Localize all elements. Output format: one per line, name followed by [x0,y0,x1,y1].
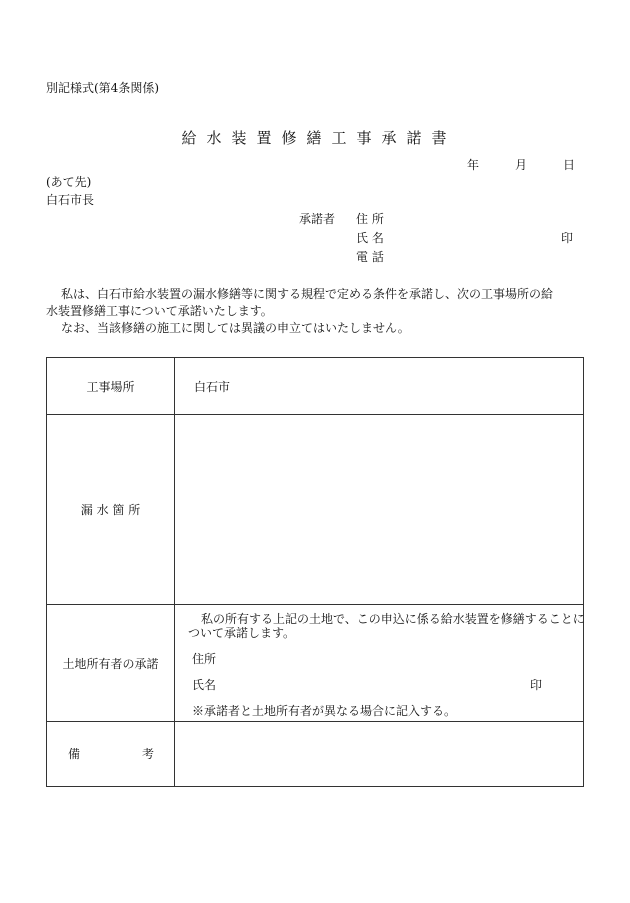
applicant-role: 承諾者 [299,212,336,226]
body-line-3: なお、当該修繕の施工に関しては異議の申立てはいたしません。 [61,321,410,335]
leak-location-label: 漏 水 箇 所 [47,415,175,605]
owner-address-label: 住所 [192,652,217,666]
document-title: 給水装置修繕工事承諾書 [181,129,457,147]
owner-consent-cell [175,605,584,722]
applicant-phone-label: 電 話 [356,250,384,264]
owner-seal: 印 [530,678,543,692]
applicant-address-label: 住 所 [356,212,384,226]
owner-consent-label: 土地所有者の承諾 [47,605,175,722]
form-table [46,357,584,787]
body-line-2: 水装置修繕工事について承諾いたします。 [46,304,273,318]
body-line-1: 私は、白石市給水装置の漏水修繕等に関する規程で定める条件を承諾し、次の工事場所の給 [61,287,554,301]
applicant-seal: 印 [561,231,574,245]
table-row-site [47,358,584,415]
table-row-owner [47,605,584,722]
date-day-label: 日 [563,158,576,172]
leak-location-field[interactable] [175,415,584,605]
remarks-label-1: 備 [68,747,81,761]
date-year-label: 年 [467,158,480,172]
table-row-remarks [47,722,584,787]
applicant-name-label: 氏 名 [356,231,384,245]
site-value: 白石市 [175,358,584,415]
owner-note: ※承諾者と土地所有者が異なる場合に記入する。 [192,704,457,718]
form-reference: 別記様式(第4条関係) [46,81,159,95]
owner-text-line-2: ついて承諾します。 [188,626,296,640]
remarks-label-2: 考 [142,747,155,761]
owner-name-label: 氏名 [192,678,217,692]
owner-text-line-1: 私の所有する上記の土地で、この申込に係る給水装置を修繕することに [201,612,585,626]
table-row-leak [47,415,584,605]
remarks-label-cell [47,722,175,787]
addressee: 白石市長 [46,193,95,207]
date-month-label: 月 [515,158,528,172]
remarks-field[interactable] [175,722,584,787]
site-label: 工事場所 [47,358,175,415]
addressee-label: (あて先) [46,175,92,189]
